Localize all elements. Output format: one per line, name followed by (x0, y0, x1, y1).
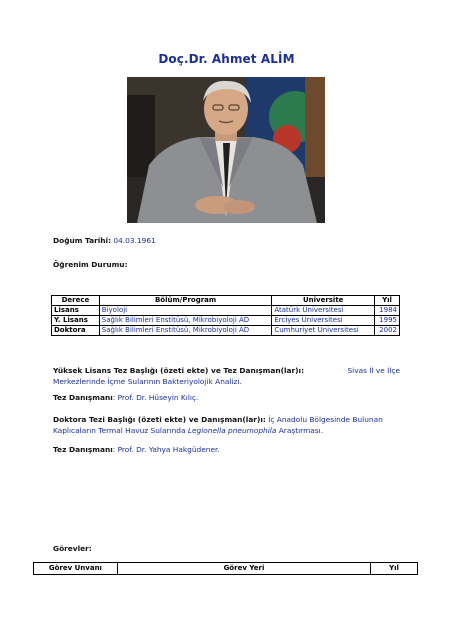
portrait-photo-icon (127, 77, 325, 223)
phd-advisor-value: : Prof. Dr. Yahya Hakgüdener. (112, 445, 220, 454)
duties-table-header (34, 563, 418, 575)
phd-thesis-label: Doktora Tezi Başlığı (özeti ekte) ve Danışman(lar)ı: (53, 415, 266, 424)
birth-date-label: Doğum Tarihi: (53, 236, 112, 245)
phd-thesis (53, 414, 400, 436)
page-title: Doç.Dr. Ahmet ALİM (158, 52, 295, 66)
degree-cell: Y. Lisans (52, 316, 100, 326)
masters-thesis-label: Yüksek Lisans Tez Başlığı (özeti ekte) ve Tez Danışman(lar)ı: (53, 366, 305, 375)
education-table (51, 295, 400, 336)
phd-advisor-row (53, 445, 220, 455)
year-cell: 1995 (375, 316, 400, 326)
masters-thesis-title: Merkezlerinde İçme Sularının Bakteriyolojik Analizi. (53, 377, 242, 386)
masters-thesis-title-start: Sivas İl ve İlçe (347, 366, 400, 375)
masters-advisor-label: Tez Danışmanı (53, 393, 113, 402)
column-header-degree: Derece (52, 296, 100, 306)
university-cell: Erciyes Üniversitesi (272, 316, 375, 326)
birth-date-value: 04.03.1961 (113, 236, 156, 245)
phd-thesis-line (53, 414, 400, 425)
program-cell: Sağlık Bilimleri Enstitüsü, Mikrobiyoloji AD (99, 316, 272, 326)
phd-thesis-title-part: Kaplıcaların Termal Havuz Sularında (53, 426, 186, 435)
program-cell: Biyoloji (99, 306, 272, 316)
phd-advisor-label: Tez Danışmanı (53, 445, 113, 454)
degree-cell: Lisans (52, 306, 100, 316)
phd-thesis-title-italic: Legionella pneumophila (187, 426, 277, 435)
program-cell: Sağlık Bilimleri Enstitüsü, Mikrobiyoloji AD (99, 326, 272, 336)
table-row (52, 306, 400, 316)
year-cell: 1984 (375, 306, 400, 316)
table-row (52, 316, 400, 326)
education-table-header (52, 296, 400, 306)
column-header-university: Üniversite (272, 296, 375, 306)
column-header-place: Görev Yeri (117, 563, 370, 575)
education-heading: Öğrenim Durumu: (53, 260, 128, 269)
masters-thesis (53, 365, 400, 387)
university-cell: Atatürk Üniversitesi (272, 306, 375, 316)
masters-advisor-row (53, 393, 198, 403)
column-header-title: Görev Unvanı (34, 563, 118, 575)
degree-cell: Doktora (52, 326, 100, 336)
birth-date-row (53, 236, 156, 246)
column-header-program: Bölüm/Program (99, 296, 272, 306)
column-header-year: Yıl (375, 296, 400, 306)
phd-thesis-title (53, 425, 400, 436)
phd-thesis-title-end: Araştırması. (278, 426, 324, 435)
masters-advisor-value: : Prof. Dr. Hüseyin Kılıç. (112, 393, 199, 402)
portrait-photo (127, 77, 325, 223)
duties-table (33, 562, 418, 575)
phd-thesis-title-start: İç Anadolu Bölgesinde Bulunan (268, 415, 383, 424)
year-cell: 2002 (375, 326, 400, 336)
duties-heading: Görevler: (53, 544, 92, 553)
university-cell: Cumhuriyet Üniversitesi (272, 326, 375, 336)
table-row (52, 326, 400, 336)
masters-thesis-line (53, 365, 400, 376)
column-header-year: Yıl (371, 563, 418, 575)
